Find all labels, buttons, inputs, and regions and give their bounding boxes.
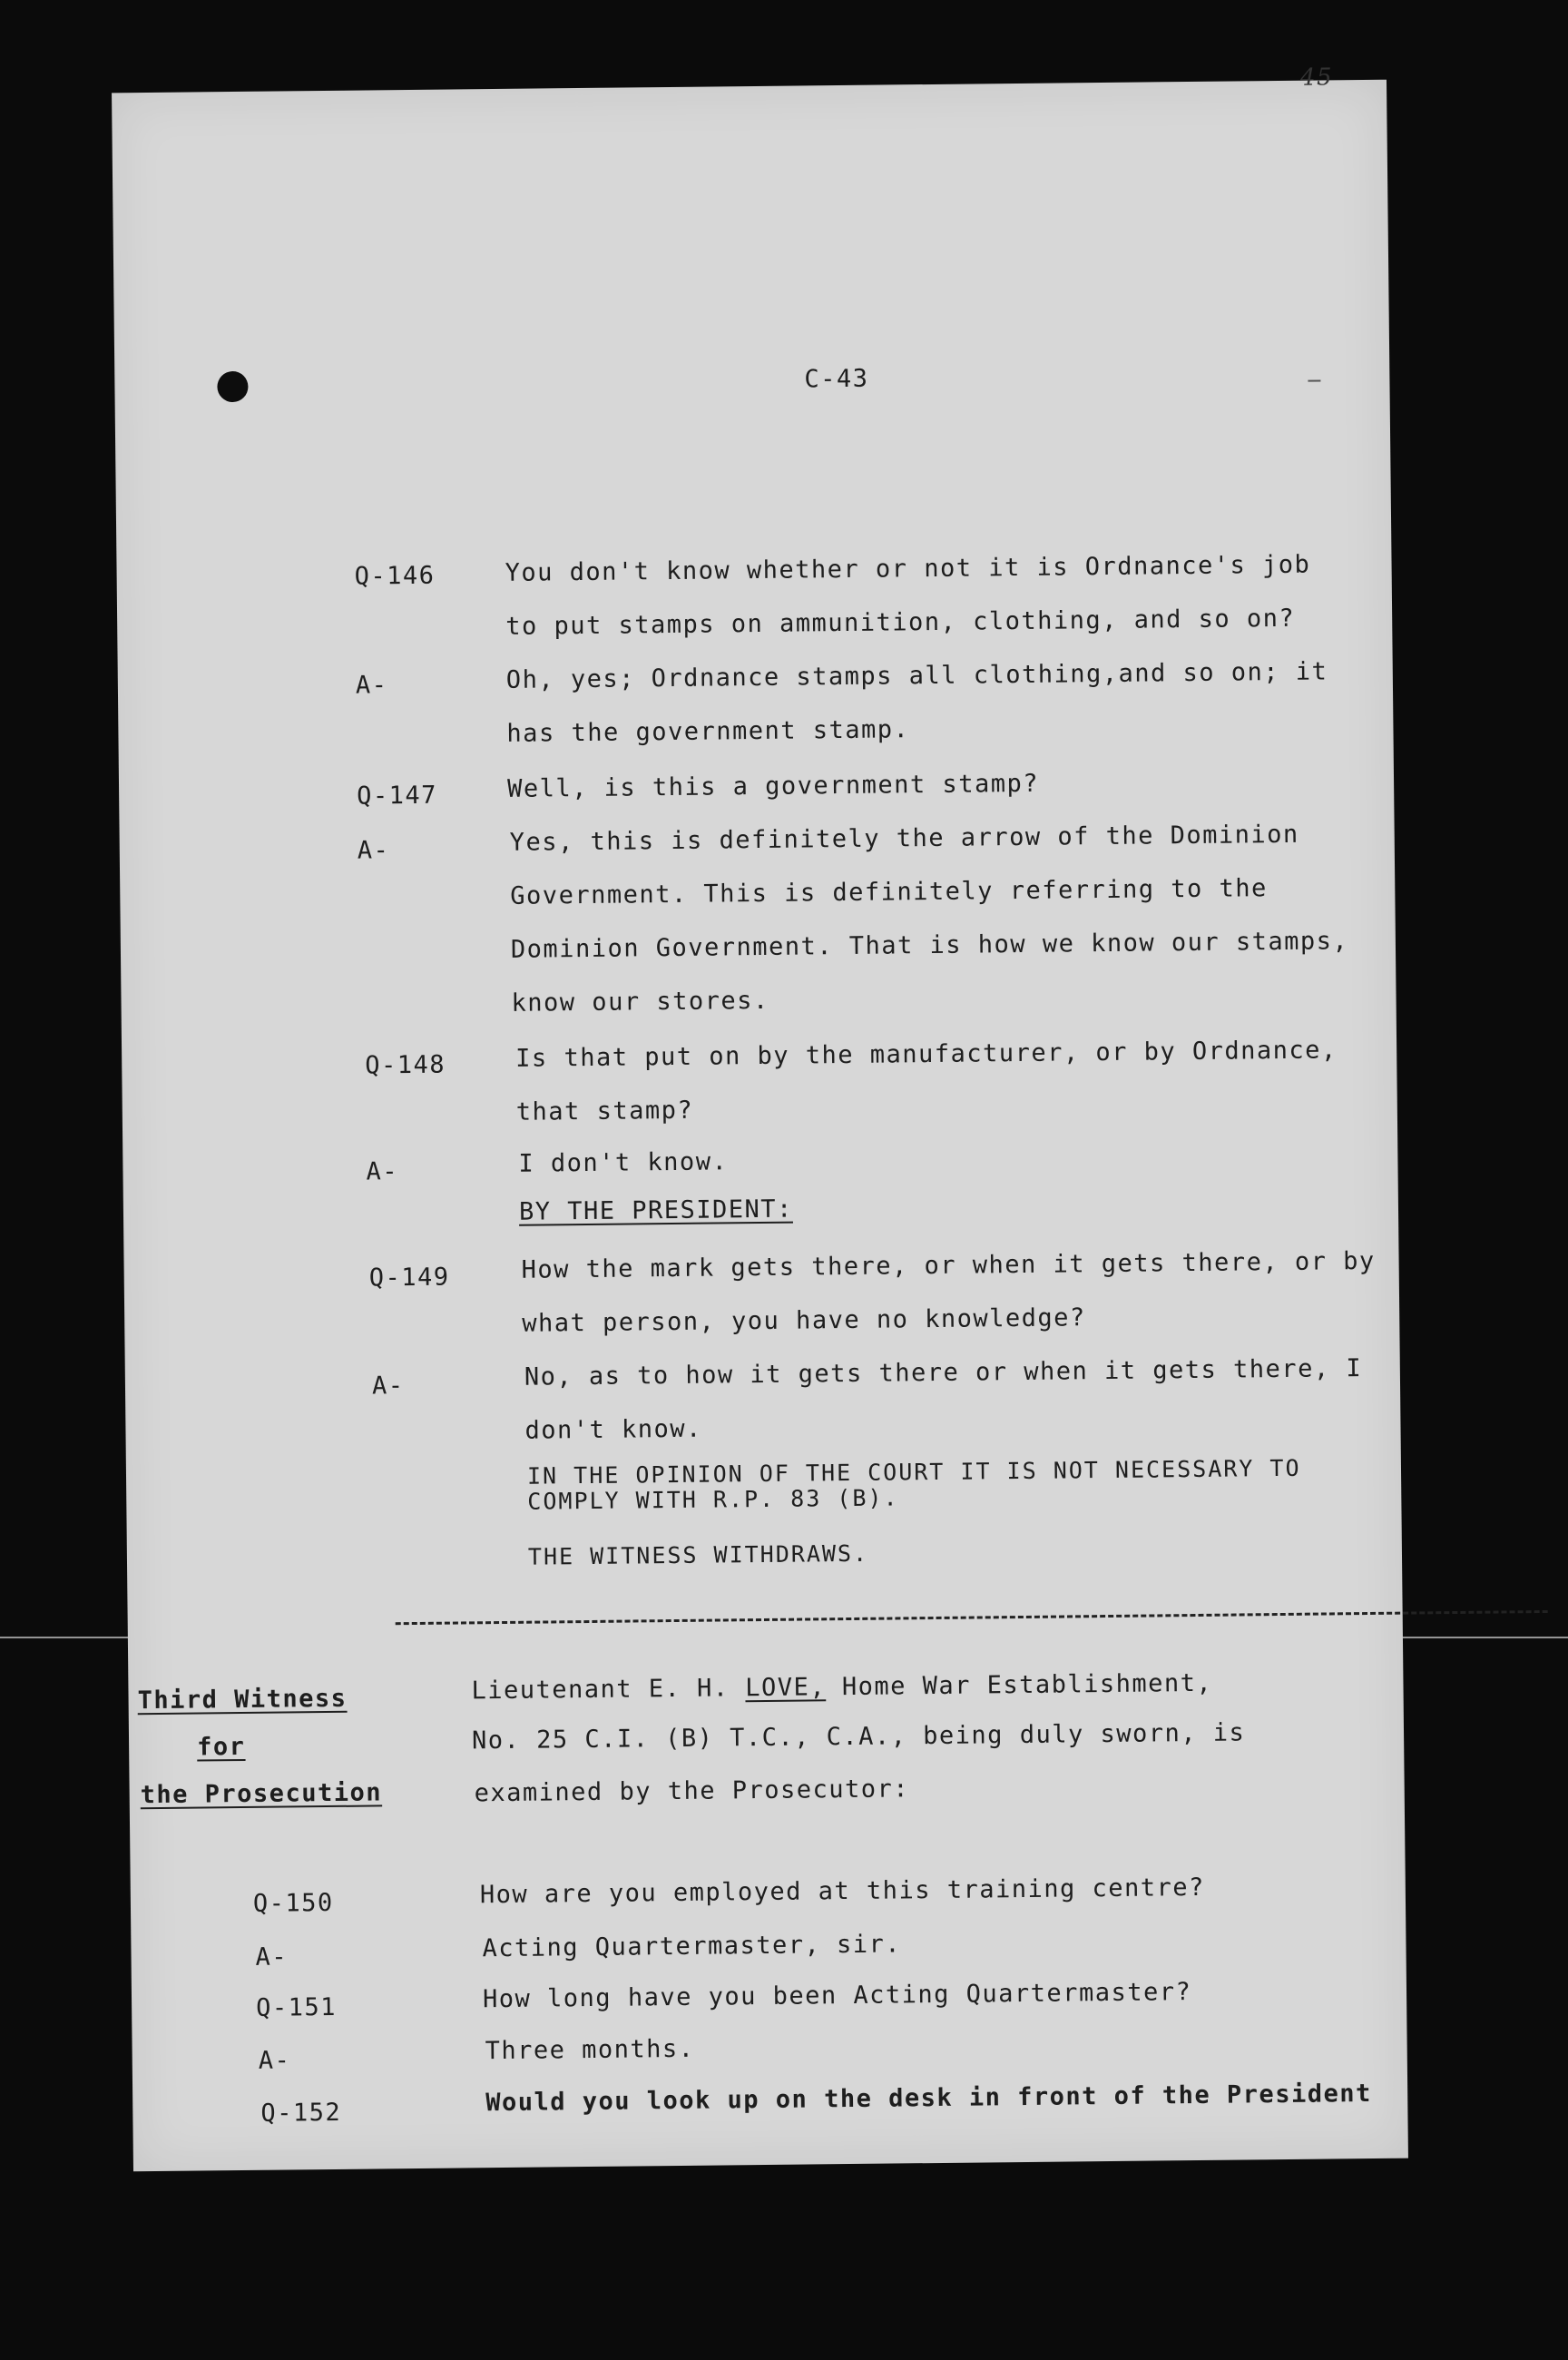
qa-text-line: Well, is this a government stamp? <box>506 769 1040 803</box>
qa-text-line: Is that put on by the manufacturer, or by Ordnance, <box>515 1036 1338 1073</box>
qa-text-line: I don't know. <box>518 1147 729 1178</box>
qa-text-line: Acting Quartermaster, sir. <box>482 1930 902 1963</box>
side-heading-line: the Prosecution <box>140 1778 383 1810</box>
qa-label: A- <box>371 1372 405 1401</box>
qa-text-line: don't know. <box>524 1414 702 1445</box>
qa-text-line: Oh, yes; Ordnance stamps all clothing,and so on; it <box>505 657 1328 694</box>
document-page <box>112 64 1408 2172</box>
qa-text-line: No, as to how it gets there or when it gets there, I <box>524 1354 1363 1391</box>
court-opinion-line: IN THE OPINION OF THE COURT IT IS NOT NECESSARY TO <box>526 1454 1301 1490</box>
punch-hole <box>217 371 248 402</box>
qa-text-line: How the mark gets there, or when it gets there, or by <box>521 1246 1376 1284</box>
qa-text-line: has the government stamp. <box>506 715 910 748</box>
qa-text-line: Would you look up on the desk in front of the President <box>485 2079 1372 2118</box>
qa-label: Q-146 <box>354 561 436 591</box>
qa-text-line: How are you employed at this training centre? <box>479 1873 1205 1910</box>
qa-label: Q-150 <box>252 1888 334 1918</box>
page-code: C-43 <box>804 364 869 394</box>
qa-text-line: Dominion Government. That is how we know our stamps, <box>510 927 1349 964</box>
witness-withdraws: THE WITNESS WITHDRAWS. <box>527 1539 869 1570</box>
corner-page-number: 45 <box>1299 64 1334 92</box>
section-divider <box>396 1610 1548 1625</box>
qa-label: Q-148 <box>365 1050 446 1080</box>
witness-intro-line: No. 25 C.I. (B) T.C., C.A., being duly sworn, is <box>471 1718 1246 1755</box>
qa-text-line: How long have you been Acting Quartermaster? <box>482 1978 1192 2014</box>
side-heading-line: for <box>196 1732 246 1762</box>
witness-name: LOVE, <box>745 1673 827 1703</box>
qa-text-line: that stamp? <box>515 1096 694 1126</box>
qa-label: A- <box>255 1942 289 1972</box>
witness-intro-line: examined by the Prosecutor: <box>474 1775 910 1808</box>
qa-label: Q-151 <box>255 1992 338 2022</box>
qa-text-line: Government. This is definitely referring to the <box>510 874 1268 910</box>
qa-text-line: to put stamps on ammunition, clothing, and so on? <box>505 604 1296 641</box>
qa-label: A- <box>366 1157 399 1186</box>
margin-mark <box>1308 379 1320 381</box>
qa-label: Q-149 <box>368 1263 450 1293</box>
section-heading-by-president: BY THE PRESIDENT: <box>518 1195 793 1226</box>
qa-text-line: Yes, this is definitely the arrow of the Dominion <box>509 820 1299 857</box>
qa-text-line: know our stores. <box>511 986 769 1018</box>
witness-intro-suffix: Home War Establishment, <box>825 1668 1213 1702</box>
qa-label: A- <box>357 836 390 865</box>
qa-text-line: You don't know whether or not it is Ordnance's job <box>505 550 1311 587</box>
qa-text-line: Three months. <box>485 2034 695 2066</box>
witness-intro-line <box>471 1669 1212 1706</box>
qa-label: A- <box>355 671 388 700</box>
qa-text-line: what person, you have no knowledge? <box>522 1303 1086 1338</box>
qa-label: A- <box>258 2046 291 2075</box>
qa-label: Q-147 <box>357 781 438 811</box>
qa-label: Q-152 <box>260 2098 342 2128</box>
witness-intro-prefix: Lieutenant E. H. <box>471 1674 746 1706</box>
side-heading-line: Third Witness <box>137 1684 348 1716</box>
court-opinion-line: COMPLY WITH R.P. 83 (B). <box>527 1484 899 1515</box>
